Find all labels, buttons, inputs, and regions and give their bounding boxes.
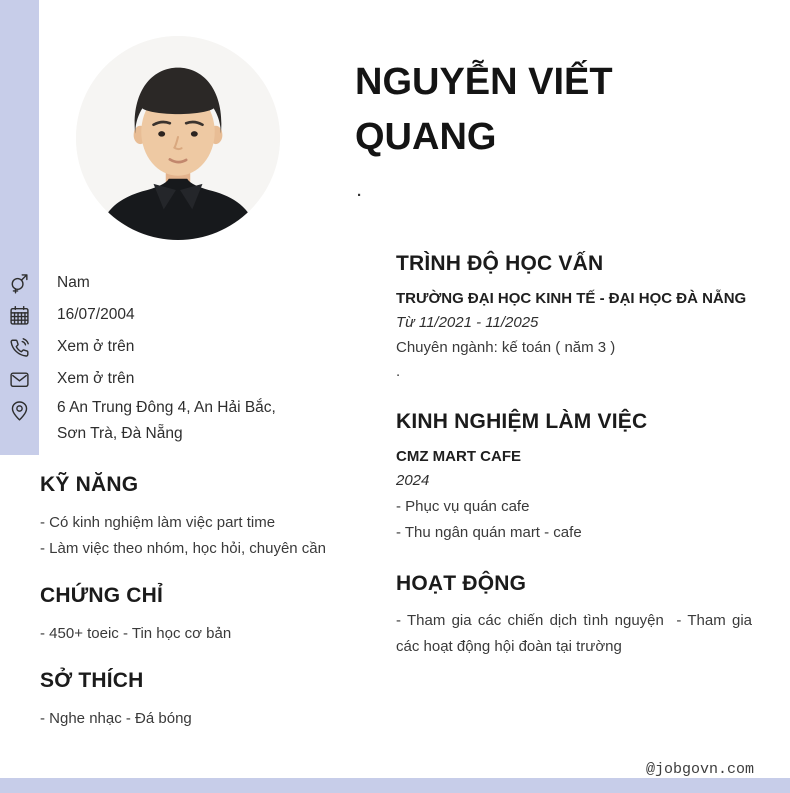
section-activities: [396, 570, 757, 660]
section-title-activities: HOẠT ĐỘNG: [396, 572, 527, 595]
right-column: [396, 250, 757, 684]
header-dot: .: [357, 183, 362, 200]
contact-birthdate-value: 16/07/2004: [57, 306, 135, 323]
contact-row-address: [0, 395, 340, 447]
contact-row-phone: [0, 331, 340, 363]
section-title-education: TRÌNH ĐỘ HỌC VẤN: [396, 252, 604, 275]
contact-address-value: 6 An Trung Đông 4, An Hải Bắc, Sơn Trà, Đà Nẵng: [57, 399, 276, 442]
education-note: .: [396, 363, 401, 380]
mail-icon: [0, 369, 39, 390]
education-dates: Từ 11/2021 - 11/2025: [396, 314, 539, 331]
left-column: [40, 472, 352, 753]
experience-company: CMZ MART CAFE: [396, 448, 521, 465]
activity-item: - Tham gia các chiến dịch tình nguyện - Tham gia các hoạt động hội đoàn tại trường: [396, 612, 757, 655]
calendar-icon: [0, 305, 39, 326]
contact-gender-value: Nam: [57, 274, 90, 291]
footer-accent-band: [0, 778, 790, 793]
section-title-experience: KINH NGHIỆM LÀM VIỆC: [396, 410, 648, 433]
certificate-item: - 450+ toeic - Tin học cơ bản: [40, 625, 232, 642]
skill-item: - Làm việc theo nhóm, học hỏi, chuyên cần: [40, 540, 326, 557]
section-education: [396, 250, 752, 384]
section-certificates: [40, 583, 352, 647]
contact-email-value: Xem ở trên: [57, 370, 135, 387]
candidate-name: NGUYỄN VIẾT QUANG: [355, 61, 613, 158]
section-title-hobbies: SỞ THÍCH: [40, 669, 144, 692]
portrait-illustration: [76, 36, 280, 240]
section-hobbies: [40, 668, 352, 732]
contact-row-email: [0, 363, 340, 395]
education-major: Chuyên ngành: kế toán ( năm 3 ): [396, 339, 616, 356]
contact-list: [0, 267, 340, 447]
section-title-skills: KỸ NĂNG: [40, 473, 139, 496]
gender-icon: [0, 272, 39, 294]
contact-row-birthdate: [0, 299, 340, 331]
profile-photo: [76, 36, 280, 240]
experience-dates: 2024: [396, 472, 430, 489]
experience-item: - Thu ngân quán mart - cafe: [396, 524, 582, 541]
watermark-brand: @jobgovn.com: [645, 761, 754, 778]
location-icon: [0, 400, 39, 421]
hobby-item: - Nghe nhạc - Đá bóng: [40, 710, 192, 727]
education-school: TRƯỜNG ĐẠI HỌC KINH TẾ - ĐẠI HỌC ĐÀ NẴNG: [396, 290, 747, 307]
contact-row-gender: [0, 267, 340, 299]
section-title-certificates: CHỨNG CHỈ: [40, 584, 164, 607]
phone-icon: [0, 337, 39, 358]
skill-item: - Có kinh nghiệm làm việc part time: [40, 514, 276, 531]
section-experience: [396, 408, 752, 546]
section-skills: [40, 472, 352, 562]
contact-phone-value: Xem ở trên: [57, 338, 135, 355]
experience-item: - Phục vụ quán cafe: [396, 498, 530, 515]
